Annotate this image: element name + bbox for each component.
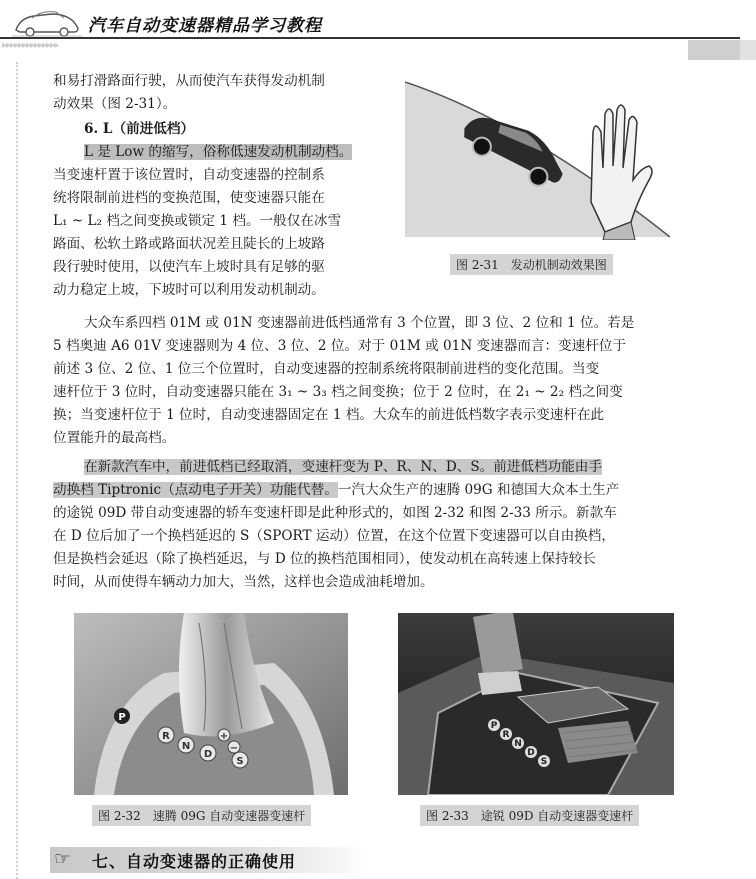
l-line-7: 动力稳定上坡，下坡时可以利用发动机制动。 <box>53 282 325 298</box>
vw-line-1: 大众车系四档 01M 或 01N 变速器前进低档通常有 3 个位置，即 3 位、2 位和 1 位。若是 <box>84 315 635 331</box>
vw-line-6: 位置能升的最高档。 <box>53 430 176 446</box>
new-line-5: 但是换档会延迟（除了换档延迟，与 D 位的换档范围相同），使发动机在高转速上保持较长 <box>53 551 596 567</box>
section-heading <box>50 847 370 873</box>
new-line-2 <box>53 479 703 502</box>
l-line-6: 段行驶时使用，以使汽车上坡时具有足够的驱 <box>53 259 325 275</box>
l-heading: 6. L（前进低档） <box>84 121 195 137</box>
book-title: 汽车自动变速器精品学习教程 <box>88 16 322 36</box>
intro-line-2: 动效果（图 2-31）。 <box>53 96 177 112</box>
fig32-label-r: R <box>162 731 170 742</box>
page-header <box>0 0 756 60</box>
touareg-shifter-photo <box>398 613 674 795</box>
vw-line-2: 5 档奥迪 A6 01V 变速器则为 4 位、3 位、2 位。对于 01M 或 01N 变速器而言：变速杆位于 <box>53 338 627 354</box>
fig32-label-plus: + <box>219 731 229 742</box>
l-line-4: L₁ ~ L₂ 档之间变换或锁定 1 档。一般仅在冰雪 <box>53 213 342 229</box>
section-title: 七、自动变速器的正确使用 <box>92 852 297 871</box>
fig32-label-d: D <box>203 749 213 760</box>
new-highlight-1: 在新款汽车中，前进低档已经取消，变速杆变为 P、R、N、D、S。前进低档功能由手 <box>84 459 602 475</box>
header-rule <box>0 37 740 39</box>
new-line-4: 在 D 位后加了一个换档延迟的 S（SPORT 运动）位置，在这个位置下变速器可以自由换档， <box>53 528 615 544</box>
new-line-3: 的途锐 09D 带自动变速器的轿车变速杆即是此种形式的，如图 2-32 和图 2-33 所示。新款车 <box>53 505 617 521</box>
l-highlight: L 是 Low 的缩写，俗称低速发动机制动档。 <box>84 144 353 160</box>
pointing-hand-icon: ☞ <box>54 848 72 870</box>
vw-line-3: 前述 3 位、2 位、1 位三个位置时，自动变速器的控制系统将限制前进档的变化范围。当变 <box>53 361 600 377</box>
l-line-1 <box>84 141 394 164</box>
fig32-label-minus: − <box>229 743 239 754</box>
fig32-label-n: N <box>181 741 191 752</box>
fig-2-31-caption: 图 2-31 发动机制动效果图 <box>450 254 613 275</box>
left-margin-rule <box>16 62 18 879</box>
fig32-label-p: P <box>118 712 126 723</box>
car-logo-icon <box>12 6 82 40</box>
sagitar-shifter-photo <box>74 613 348 795</box>
fig32-label-s: S <box>236 756 244 767</box>
l-line-5: 路面、松软土路或路面状况差且陡长的上坡路 <box>53 236 325 252</box>
new-line-2-rest: 一汽大众生产的速腾 09G 和德国大众本土生产 <box>337 482 620 498</box>
new-line-1 <box>84 456 696 479</box>
header-arrow-strip: ▸▸▸▸▸▸▸▸▸▸▸▸▸▸ <box>2 40 59 51</box>
fig33-label-n: N <box>514 739 522 749</box>
fig33-label-d: D <box>527 748 535 758</box>
header-tab-block-light <box>740 40 756 60</box>
intro-line-1: 和易打滑路面行驶，从而使汽车获得发动机制 <box>53 73 325 89</box>
fig33-label-s: S <box>540 757 548 767</box>
fig33-label-p: P <box>490 721 498 731</box>
fig-2-33-caption: 图 2-33 途锐 09D 自动变速器变速杆 <box>420 805 639 826</box>
header-tab-block <box>688 40 740 60</box>
l-line-3: 统将限制前进档的变换范围，使变速器只能在 <box>53 190 325 206</box>
vw-line-5: 换；当变速杆位于 1 位时，自动变速器固定在 1 档。大众车的前进低档数字表示变速杆在此 <box>53 407 605 423</box>
l-line-2: 当变速杆置于该位置时，自动变速器的控制系 <box>53 167 325 183</box>
fig-2-32-caption: 图 2-32 速腾 09G 自动变速器变速杆 <box>92 805 311 826</box>
new-line-6: 时间，从而使得车辆动力加大，当然，这样也会造成油耗增加。 <box>53 574 434 590</box>
vw-line-4: 速杆位于 3 位时，自动变速器只能在 3₁ ~ 3₃ 档之间变换；位于 2 位时，在 2₁ ~ 2₂ 档之间变 <box>53 384 623 400</box>
new-highlight-2: 动换档 Tiptronic（点动电子开关）功能代替。 <box>53 482 338 498</box>
engine-brake-illustration <box>405 62 670 240</box>
fig33-label-r: R <box>502 730 510 740</box>
